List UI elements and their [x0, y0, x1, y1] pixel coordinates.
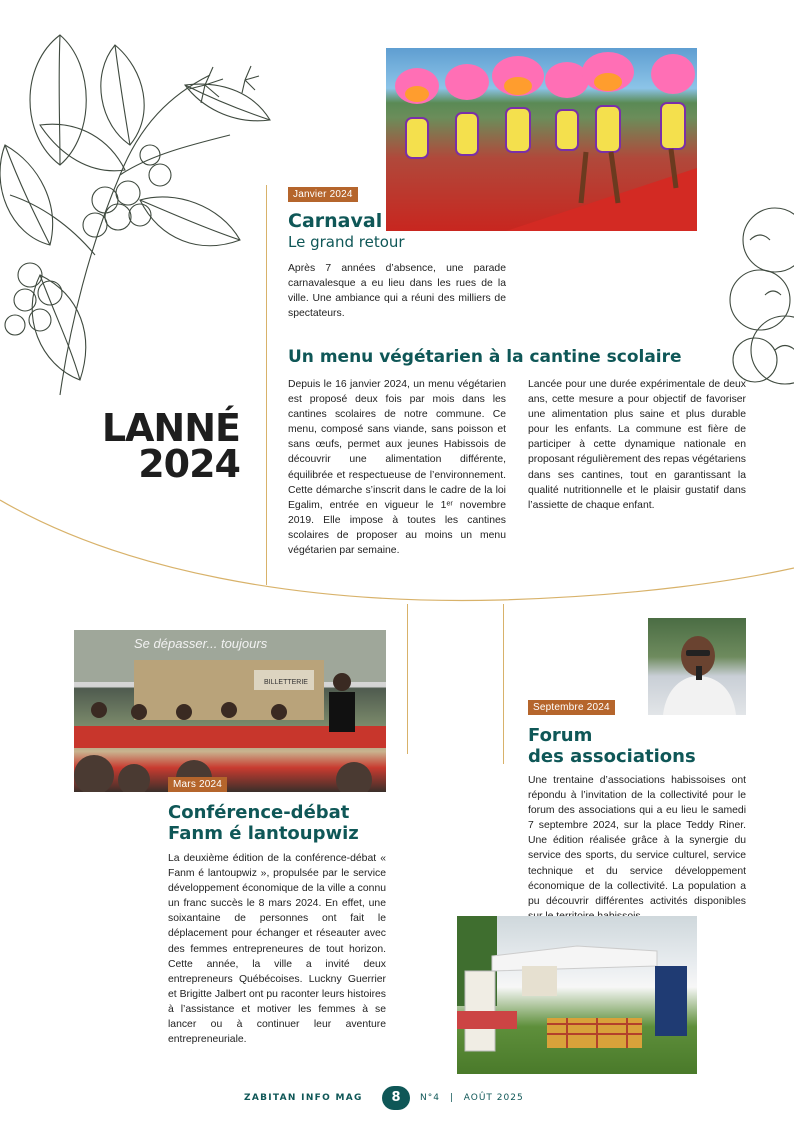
forum-title-line1: Forum: [528, 725, 593, 746]
forum-title: [528, 726, 696, 767]
coffee-plant-illustration: [0, 25, 290, 405]
footer-issue-line: [420, 1093, 524, 1103]
footer-issue: N°4: [420, 1093, 440, 1103]
forum-date-badge: Septembre 2024: [528, 700, 615, 715]
divider-line: [503, 604, 504, 764]
page-title: [80, 406, 240, 487]
conference-title-line2: Fanm é lantoupwiz: [168, 822, 359, 844]
page-title-line1: LANNÉ: [101, 406, 240, 450]
conference-title: [168, 803, 359, 844]
carnaval-date-badge: Janvier 2024: [288, 187, 358, 202]
carnaval-subtitle: Le grand retour: [288, 233, 405, 251]
menu-title: Un menu végétarien à la cantine scolaire: [288, 347, 682, 367]
footer-separator: |: [449, 1093, 454, 1103]
forum-title-line2: des associations: [528, 745, 696, 767]
menu-text-col1: Depuis le 16 janvier 2024, un menu végétarien est proposé deux fois par mois dans les cantines scolaires de notre commune. Ce menu, composé sans viande, sans poisson et sans œufs, permet aux jeunes Habissois de découvrir une alimentation différente, équilibrée et respectueuse de l’environnement. Cette démarche s’inscrit dans le cadre de la loi Egalim, entrée en vigueur le 1ᵉʳ novembre 2019. Elle impose à toutes les cantines scolaires de proposer au moins un menu végétarien par semaine.: [288, 379, 506, 557]
conference-text: La deuxième édition de la conférence-débat « Fanm é lantoupwiz », propulsée par le service développement économique de la ville a connu un franc succès le 8 mars 2024. En effet, une soixantaine de personnes ont fait le déplacement pour échanger et réseauter avec des femmes entrepreneures de tout horizon. Cette année, la ville a invité deux entrepreneurs Québécoises. Luckny Guerrier et Brigitte Jalbert ont pu raconter leurs histoires à l’assistance et motiver les femmes à se lancer ou à continuer leur aventure entrepreneuriale.: [168, 853, 386, 1046]
forum-booth-photo: [457, 916, 697, 1074]
carnaval-photo: [386, 48, 697, 231]
divider-line: [407, 604, 408, 754]
footer-mag-name: ZABITAN INFO MAG: [244, 1093, 363, 1103]
page-title-line2: 2024: [138, 442, 240, 487]
page-number-badge: [382, 1086, 410, 1110]
carnaval-text: Après 7 années d’absence, une parade carnavalesque a eu lieu dans les rues de la ville. Une ambiance qui a réuni des milliers de spectateurs.: [288, 263, 506, 320]
carnaval-title: Carnaval: [288, 210, 383, 232]
conference-sign-text: BILLETTERIE: [264, 679, 308, 686]
footer-date: AOÛT 2025: [463, 1093, 524, 1103]
conference-photo: [74, 630, 386, 792]
menu-text-col2: Lancée pour une durée expérimentale de deux ans, cette mesure a pour objectif de favoriser une alimentation plus saine et plus durable pour les enfants. La commune est fière de participer à cette dynamique nationale en proposant régulièrement des repas végétariens dans ses cantines, tout en garantissant la qualité nutritionnelle et le plaisir gustatif dans l’assiette de chaque enfant.: [528, 379, 746, 511]
coffee-cherries-illustration: [715, 200, 794, 390]
divider-line: [266, 185, 267, 585]
page-number: 8: [391, 1090, 401, 1105]
forum-text: Une trentaine d’associations habissoises ont répondu à l’invitation de la collectivité pour le forum des associations qui a eu lieu le samedi 7 septembre 2024, sur la place Teddy Riner. Une édition réalisée grâce à la synergie du service des sports, du service culturel, service technique et du service développement économique de la collectivité. La population a pu découvrir différentes activités disponibles: [528, 775, 746, 907]
conference-title-line1: Conférence-débat: [168, 802, 350, 823]
conference-banner-text: Se dépasser... toujours: [134, 636, 268, 651]
conference-date-badge: Mars 2024: [168, 777, 227, 792]
forum-speaker-photo: [648, 618, 746, 715]
